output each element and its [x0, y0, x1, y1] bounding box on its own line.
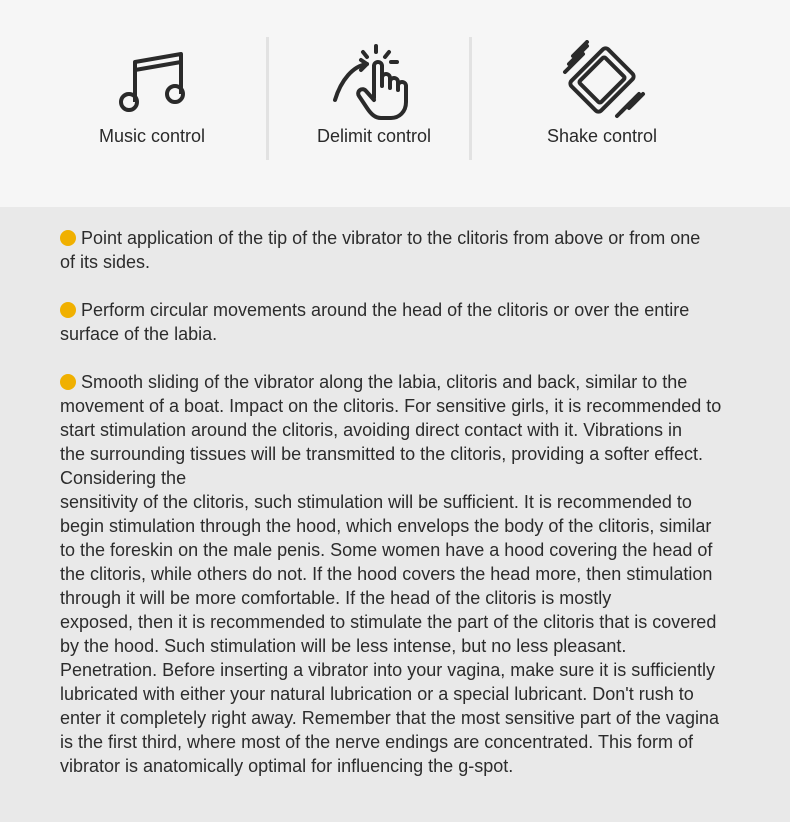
line-text: the surrounding tissues will be transmitted to the clitoris, providing a softer effect.	[60, 444, 703, 464]
line-text: exposed, then it is recommended to stimulate the part of the clitoris that is covered	[60, 612, 717, 632]
line-text: by the hood. Such stimulation will be less intense, but no less pleasant.	[60, 636, 627, 656]
line-text: sensitivity of the clitoris, such stimulation will be sufficient. It is recommended to	[60, 492, 692, 512]
line-text: Smooth sliding of the vibrator along the labia, clitoris and back, similar to the	[81, 372, 688, 392]
divider	[266, 37, 269, 160]
shake-phone-icon	[557, 40, 647, 120]
features-panel	[0, 0, 790, 207]
line-text: lubricated with either your natural lubrication or a special lubricant. Don't rush to	[60, 684, 694, 704]
line-text: surface of the labia.	[60, 324, 218, 344]
paragraph-line	[60, 754, 750, 778]
line-text: begin stimulation through the hood, which envelops the body of the clitoris, similar	[60, 516, 712, 536]
line-text: is the first third, where most of the nerve endings are concentrated. This form of	[60, 732, 693, 752]
line-text: start stimulation around the clitoris, avoiding direct contact with it. Vibrations in	[60, 420, 682, 440]
description-text	[60, 226, 750, 802]
bullet-dot-icon	[60, 302, 76, 318]
paragraph	[60, 226, 750, 274]
feature-music	[98, 40, 206, 160]
paragraph-line	[60, 490, 750, 514]
feature-shake	[546, 40, 658, 160]
tap-hand-icon	[329, 40, 419, 120]
paragraph-line	[60, 658, 750, 682]
paragraph-line	[60, 226, 750, 250]
feature-label: Music control	[98, 126, 206, 146]
paragraph-line	[60, 370, 750, 394]
music-note-icon	[107, 40, 197, 120]
divider	[469, 37, 472, 160]
feature-label: Delimit control	[316, 126, 432, 146]
paragraph-line	[60, 442, 750, 466]
paragraph-line	[60, 466, 750, 490]
paragraph-line	[60, 538, 750, 562]
paragraph-line	[60, 610, 750, 634]
paragraph-line	[60, 562, 750, 586]
paragraph-line	[60, 250, 750, 274]
bullet-dot-icon	[60, 230, 76, 246]
paragraph-line	[60, 586, 750, 610]
paragraph-line	[60, 706, 750, 730]
line-text: Considering the	[60, 468, 187, 488]
paragraph-line	[60, 298, 750, 322]
paragraph	[60, 298, 750, 346]
paragraph-line	[60, 514, 750, 538]
line-text: Point application of the tip of the vibrator to the clitoris from above or from one	[81, 228, 701, 248]
line-text: Perform circular movements around the head of the clitoris or over the entire	[81, 300, 690, 320]
line-text: Penetration. Before inserting a vibrator into your vagina, make sure it is sufficiently	[60, 660, 715, 680]
line-text: vibrator is anatomically optimal for influencing the g-spot.	[60, 756, 514, 776]
feature-label: Shake control	[546, 126, 658, 146]
paragraph-line	[60, 634, 750, 658]
line-text: the clitoris, while others do not. If the hood covers the head more, then stimulation	[60, 564, 713, 584]
line-text: through it will be more comfortable. If the head of the clitoris is mostly	[60, 588, 612, 608]
paragraph-line	[60, 418, 750, 442]
paragraph-line	[60, 682, 750, 706]
bullet-dot-icon	[60, 374, 76, 390]
paragraph	[60, 370, 750, 778]
line-text: to the foreskin on the male penis. Some women have a hood covering the head of	[60, 540, 713, 560]
paragraph-line	[60, 730, 750, 754]
feature-delimit	[316, 40, 432, 160]
paragraph-line	[60, 322, 750, 346]
paragraph-line	[60, 394, 750, 418]
line-text: of its sides.	[60, 252, 151, 272]
line-text: movement of a boat. Impact on the clitoris. For sensitive girls, it is recommended to	[60, 396, 722, 416]
line-text: enter it completely right away. Remember that the most sensitive part of the vagina	[60, 708, 719, 728]
